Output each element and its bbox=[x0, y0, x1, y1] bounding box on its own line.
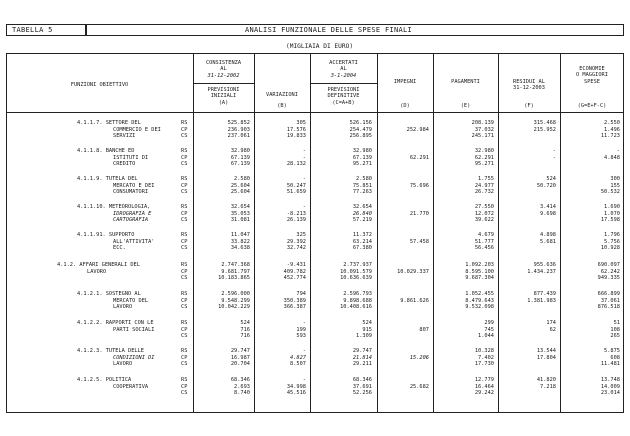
cell-impegni: 252.984 bbox=[406, 126, 429, 133]
cell-impegni: 9.861.626 bbox=[400, 297, 429, 304]
cell-impegni: 62.291 bbox=[409, 154, 429, 161]
cell-variazioni: -9.431 409.782 452.774 bbox=[283, 262, 306, 282]
header-variazioni-code: (B) bbox=[277, 103, 287, 109]
row-codes: RS CP CS bbox=[181, 232, 188, 252]
cell-previsioni: 2.580 25.604 25.604 bbox=[230, 176, 250, 196]
cell-economie: 690.097 62.242 949.335 bbox=[597, 262, 620, 282]
cell-economie: 5.875 608 11.481 bbox=[600, 348, 620, 368]
row-label: 4.1.1.8. BANCHE ED ISTITUTI DI CREDITO bbox=[77, 148, 149, 168]
cell-impegni: 75.696 bbox=[409, 182, 429, 189]
cell-definitive: 2.737.937 10.091.579 10.636.639 bbox=[340, 262, 372, 282]
cell-definitive: 2.596.793 9.898.688 10.408.616 bbox=[340, 291, 372, 311]
cell-pagamenti: 1.092.203 8.595.100 9.687.304 bbox=[465, 262, 494, 282]
table-subtitle: (MIGLIAIA DI EURO) bbox=[286, 43, 354, 50]
row-codes: RS CP CS bbox=[181, 291, 188, 311]
cell-economie: 1.690 1.070 17.598 bbox=[600, 204, 620, 224]
cell-pagamenti: 208.139 37.032 245.171 bbox=[471, 120, 494, 140]
row-label: 4.1.2.1. SOSTEGNO AL MERCATO DEL LAVORO bbox=[77, 291, 149, 311]
cell-residui: 41.820 7.218 bbox=[536, 377, 556, 390]
cell-variazioni: - - 28.132 bbox=[286, 148, 306, 168]
cell-variazioni: 794 350.389 366.387 bbox=[283, 291, 306, 311]
row-label: 4.1.1.9. TUTELA DEL MERCATO E DEI CONSUMATORI bbox=[77, 176, 155, 196]
cell-residui: 877.439 1.381.983 bbox=[527, 291, 556, 304]
cell-definitive: 29.747 21.814 29.211 bbox=[352, 348, 372, 368]
cell-variazioni: - 4.827 8.507 bbox=[290, 348, 306, 368]
cell-pagamenti: 27.550 12.072 39.622 bbox=[474, 204, 494, 224]
cell-variazioni: - 199 593 bbox=[296, 320, 306, 340]
cell-previsioni: 32.980 67.139 67.139 bbox=[230, 148, 250, 168]
cell-residui: 3.414 9.698 bbox=[540, 204, 556, 217]
cell-variazioni: 305 17.576 19.833 bbox=[286, 120, 306, 140]
col-divider-1 bbox=[193, 53, 194, 413]
cell-previsioni: 29.747 16.987 20.704 bbox=[230, 348, 250, 368]
cell-definitive: 32.980 67.139 95.271 bbox=[352, 148, 372, 168]
row-label: 4.1.1.91. SUPPORTO ALL'ATTIVITA' ECC. bbox=[77, 232, 155, 252]
row-codes: RS CP CS bbox=[181, 262, 188, 282]
row-codes: RS CP CS bbox=[181, 320, 188, 340]
header-impegni: IMPEGNI bbox=[393, 79, 417, 85]
cell-definitive: 32.654 26.840 57.219 bbox=[352, 204, 372, 224]
cell-previsioni: 524 716 716 bbox=[240, 320, 250, 340]
cell-impegni: 57.458 bbox=[409, 238, 429, 245]
cell-economie: 2.550 1.496 11.723 bbox=[600, 120, 620, 140]
cell-previsioni: 525.852 236.903 237.061 bbox=[227, 120, 250, 140]
cell-impegni: 807 bbox=[419, 326, 429, 333]
header-funzioni: FUNZIONI OBIETTIVO bbox=[70, 82, 129, 88]
cell-residui: - - bbox=[552, 148, 556, 161]
cell-residui: 955.636 1.434.237 bbox=[527, 262, 556, 275]
cell-previsioni: 68.346 2.693 8.740 bbox=[230, 377, 250, 397]
cell-pagamenti: 32.980 62.291 95.271 bbox=[474, 148, 494, 168]
row-codes: RS CP CS bbox=[181, 148, 188, 168]
cell-variazioni: 325 29.392 32.742 bbox=[286, 232, 306, 252]
header-previsioni-iniziali: PREVISIONI INIZIALI (A) bbox=[207, 87, 240, 106]
cell-pagamenti: 1.052.455 8.479.643 9.532.098 bbox=[465, 291, 494, 311]
cell-definitive: 526.156 254.479 256.895 bbox=[349, 120, 372, 140]
header-variazioni: VARIAZIONI bbox=[266, 92, 298, 98]
cell-residui: 174 62 bbox=[546, 320, 556, 333]
cell-previsioni: 32.654 35.053 31.081 bbox=[230, 204, 250, 224]
header-pagamenti: PAGAMENTI bbox=[451, 79, 480, 85]
header-consistenza: CONSISTENZA AL 31-12-2002 bbox=[205, 60, 242, 79]
table-title: ANALISI FUNZIONALE DELLE SPESE FINALI bbox=[245, 26, 413, 34]
cell-previsioni: 11.047 33.822 34.638 bbox=[230, 232, 250, 252]
row-label: 4.1.2. AFFARI GENERALI DEL LAVORO bbox=[57, 262, 140, 275]
cell-previsioni: 2.747.368 9.681.797 10.183.865 bbox=[218, 262, 250, 282]
cell-pagamenti: 4.679 51.777 56.456 bbox=[474, 232, 494, 252]
row-label: 4.1.2.3. TUTELA DELLE CONDIZIONI DI LAVORO bbox=[77, 348, 155, 368]
row-codes: RS CP CS bbox=[181, 176, 188, 196]
cell-impegni: 25.682 bbox=[409, 383, 429, 390]
cell-residui: 4.898 5.681 bbox=[540, 232, 556, 245]
header-accertati: ACCERTATI AL 3-1-2004 bbox=[329, 60, 358, 79]
header-economie: ECONOMIE O MAGGIORI SPESE bbox=[576, 66, 608, 85]
row-codes: RS CP CS bbox=[181, 204, 188, 224]
cell-economie: 300 155 50.532 bbox=[600, 176, 620, 196]
cell-variazioni: - 34.998 45.516 bbox=[286, 377, 306, 397]
cell-economie: 13.748 14.009 23.014 bbox=[600, 377, 620, 397]
cell-pagamenti: 1.755 24.977 26.732 bbox=[474, 176, 494, 196]
cell-impegni: 21.770 bbox=[409, 210, 429, 217]
table-label: TABELLA 5 bbox=[12, 26, 53, 34]
header-residui: RESIDUI AL 31-12-2003 bbox=[513, 79, 545, 92]
cell-economie: 51 108 265 bbox=[610, 320, 620, 340]
accertati-divider bbox=[310, 83, 377, 84]
header-economie-code: (G=E+F-C) bbox=[577, 103, 607, 109]
consistenza-divider bbox=[193, 83, 254, 84]
cell-pagamenti: 299 745 1.044 bbox=[478, 320, 494, 340]
cell-definitive: 2.580 75.851 77.263 bbox=[352, 176, 372, 196]
row-codes: RS CP CS bbox=[181, 120, 188, 140]
header-divider bbox=[6, 112, 624, 113]
cell-variazioni: - 50.247 51.659 bbox=[286, 176, 306, 196]
header-pagamenti-code: (E) bbox=[460, 103, 471, 109]
cell-pagamenti: 10.328 7.402 17.730 bbox=[474, 348, 494, 368]
cell-residui: 13.544 17.804 bbox=[536, 348, 556, 361]
cell-residui: 524 50.720 bbox=[536, 176, 556, 189]
cell-definitive: 524 915 1.309 bbox=[356, 320, 372, 340]
row-label: 4.1.2.5. POLITICA COOPERATIVA bbox=[77, 377, 149, 390]
row-label: 4.1.1.10. METEOROLOGIA, IDROGRAFIA E CARTOGRAFIA bbox=[77, 204, 152, 224]
cell-pagamenti: 12.779 16.464 29.242 bbox=[474, 377, 494, 397]
header-previsioni-definitive: PREVISIONI DEFINITIVE (C=A+B) bbox=[327, 87, 360, 106]
cell-definitive: 68.346 37.691 52.256 bbox=[352, 377, 372, 397]
cell-impegni: 15.206 bbox=[409, 354, 429, 361]
row-codes: RS CP CS bbox=[181, 348, 188, 368]
cell-economie: 666.899 37.061 876.518 bbox=[597, 291, 620, 311]
row-codes: RS CP CS bbox=[181, 377, 188, 397]
cell-definitive: 11.372 63.214 67.380 bbox=[352, 232, 372, 252]
cell-impegni: 10.029.337 bbox=[397, 268, 429, 275]
cell-previsioni: 2.596.000 9.548.299 10.042.229 bbox=[218, 291, 250, 311]
row-label: 4.1.1.7. SETTORE DEL COMMERCIO E DEI SERVIZI bbox=[77, 120, 161, 140]
col-divider-3 bbox=[310, 53, 311, 413]
header-residui-code: (F) bbox=[524, 103, 534, 109]
header-impegni-code: (D) bbox=[400, 103, 410, 109]
cell-economie: 1.796 5.756 10.928 bbox=[600, 232, 620, 252]
cell-economie: - 4.848 bbox=[604, 148, 620, 161]
cell-variazioni: - -8.213 26.139 bbox=[286, 204, 306, 224]
cell-residui: 315.468 215.952 bbox=[533, 120, 556, 133]
row-label: 4.1.2.2. RAPPORTI CON LE PARTI SOCIALI bbox=[77, 320, 155, 333]
